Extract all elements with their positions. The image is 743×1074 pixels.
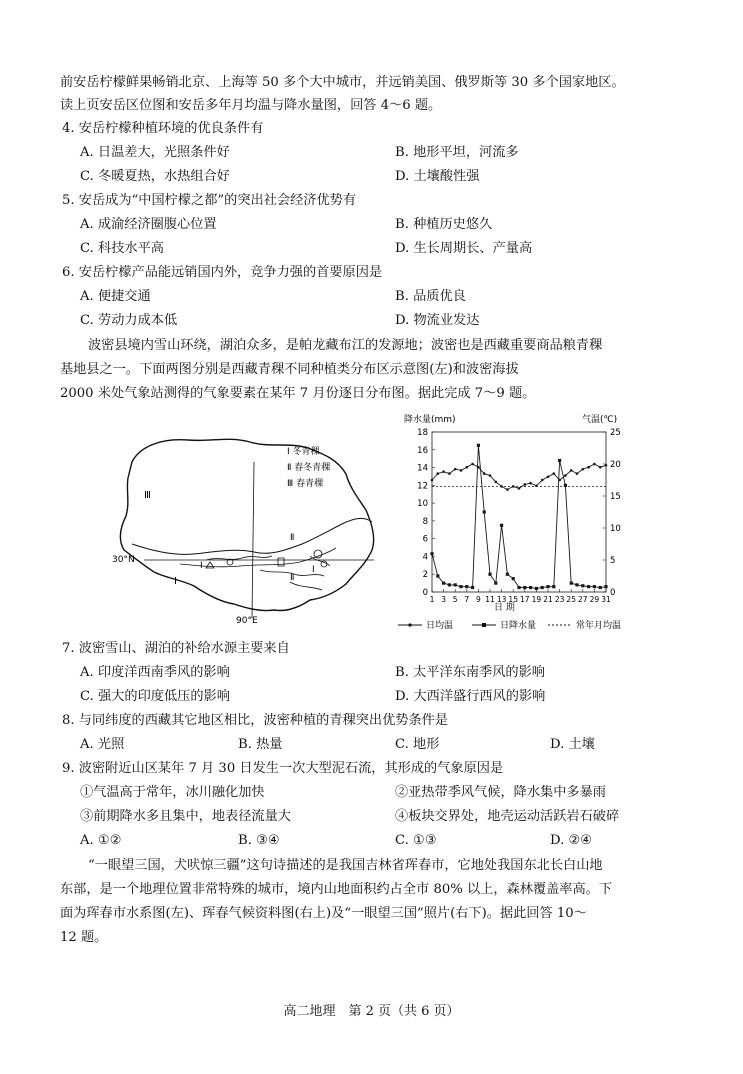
daily-temp-point xyxy=(529,482,532,485)
daily-temp-point xyxy=(582,468,585,471)
chart-plot-area xyxy=(417,428,621,604)
y-right-tick-label: 25 xyxy=(610,428,621,438)
x-tick-label: 3 xyxy=(441,595,446,604)
y-right-tick-label: 20 xyxy=(610,460,621,470)
intro-3-line-4: 12 题。 xyxy=(60,930,108,945)
daily-temp-point xyxy=(460,469,463,472)
question-8-option-c: C. 地形 xyxy=(395,737,440,752)
plot-frame xyxy=(432,432,606,592)
question-4-option-a: A. 日温差大，光照条件好 xyxy=(80,145,230,160)
daily-precip-point xyxy=(599,586,602,589)
daily-temp-point xyxy=(535,484,538,487)
question-6-option-b: B. 品质优良 xyxy=(395,289,466,304)
daily-temp-point xyxy=(512,485,515,488)
longitude-label: 90°E xyxy=(236,616,258,624)
y-right-axis-label: 气温(℃) xyxy=(582,415,618,425)
question-7-option-b: B. 太平洋东南季风的影响 xyxy=(395,665,545,680)
daily-precip-point xyxy=(546,585,549,588)
daily-precip-point xyxy=(512,577,515,580)
daily-precip-point xyxy=(454,583,457,586)
question-9-statement-2: ②亚热带季风气候，降水集中多暴雨 xyxy=(395,785,606,800)
y-left-tick-label: 14 xyxy=(417,463,428,474)
daily-temp-point xyxy=(524,483,527,486)
question-9-stem: 9. 波密附近山区某年 7 月 30 日发生一次大型泥石流，其形成的气象原因是 xyxy=(62,761,504,776)
y-left-tick-label: 8 xyxy=(422,516,428,527)
intro-3-line-2: 东部，是一个地理位置非常特殊的城市，境内山地面积约占全市 80% 以上，森林覆盖率高。下 xyxy=(60,882,613,897)
question-7-option-d: D. 大西洋盛行西风的影响 xyxy=(395,689,546,704)
daily-precip-point xyxy=(587,585,590,588)
x-tick-label: 23 xyxy=(554,595,565,604)
legend-marker-daily-temp xyxy=(408,623,411,626)
question-4-option-b: B. 地形平坦，河流多 xyxy=(395,145,519,160)
x-axis-label: 日 期 xyxy=(494,603,515,613)
legend-marker-daily-precip xyxy=(482,623,486,627)
daily-temp-point xyxy=(518,487,521,490)
question-8-stem: 8. 与同纬度的西藏其它地区相比，波密种植的青稞突出优势条件是 xyxy=(62,713,449,728)
daily-precip-point xyxy=(459,585,462,588)
question-9-option-b: B. ③④ xyxy=(238,833,280,848)
daily-temp-point xyxy=(605,464,608,467)
zone-i-label-1: Ⅰ xyxy=(200,561,203,571)
daily-precip-point xyxy=(430,552,433,555)
daily-precip-point xyxy=(477,444,480,447)
daily-precip-point xyxy=(535,587,538,590)
y-left-tick-label: 10 xyxy=(417,499,428,510)
question-8-option-d: D. 土壤 xyxy=(550,737,595,752)
question-5-option-a: A. 成渝经济圈腹心位置 xyxy=(80,217,217,232)
legend-label-daily-temp: 日均温 xyxy=(426,621,454,631)
series-daily-precip-line xyxy=(432,445,606,588)
tibet-outline xyxy=(120,439,373,610)
zone-i-label-3: Ⅰ xyxy=(312,565,315,575)
y-left-tick-label: 6 xyxy=(422,534,428,545)
x-tick-label: 13 xyxy=(496,595,507,604)
y-left-tick-label: 12 xyxy=(417,481,428,492)
intro-1-line-1: 前安岳柠檬鲜果畅销北京、上海等 50 多个大中城市，并远销美国、俄罗斯等 30 多个国家地区。 xyxy=(60,75,625,90)
daily-temp-point xyxy=(576,472,579,475)
daily-precip-point xyxy=(541,586,544,589)
daily-temp-point xyxy=(471,463,474,466)
legend-item-winter: Ⅰ 冬青稞 xyxy=(287,447,320,457)
question-9-option-d: D. ②④ xyxy=(550,833,593,848)
daily-temp-point xyxy=(437,472,440,475)
y-right-tick-label: 0 xyxy=(610,588,616,598)
map-legend xyxy=(287,445,330,489)
daily-temp-point xyxy=(570,469,573,472)
question-8-option-b: B. 热量 xyxy=(238,737,283,752)
daily-temp-point xyxy=(442,470,445,473)
y-left-tick-label: 0 xyxy=(422,588,428,598)
legend-label-daily-precip: 日降水量 xyxy=(500,621,537,631)
y-right-tick-label: 10 xyxy=(610,524,621,534)
question-8-option-a: A. 光照 xyxy=(80,737,125,752)
daily-precip-point xyxy=(442,582,445,585)
question-9-option-a: A. ①② xyxy=(80,833,122,848)
x-tick-label: 19 xyxy=(531,595,542,604)
question-5-option-b: B. 种植历史悠久 xyxy=(395,217,493,232)
question-5-stem: 5. 安岳成为“中国柠檬之都”的突出社会经济优势有 xyxy=(62,193,357,208)
daily-precip-point xyxy=(448,583,451,586)
chart-legend xyxy=(398,619,621,631)
question-7-option-c: C. 强大的印度低压的影响 xyxy=(80,689,230,704)
question-9-statement-3: ③前期降水多且集中，地表径流量大 xyxy=(80,809,291,824)
legend-item-spring-winter: Ⅱ 春冬青稞 xyxy=(287,463,331,473)
question-9-statement-1: ①气温高于常年，冰川融化加快 xyxy=(80,785,265,800)
question-6-option-a: A. 便捷交通 xyxy=(80,289,151,304)
daily-precip-point xyxy=(581,584,584,587)
series-daily-temp-line xyxy=(432,464,606,490)
daily-precip-point xyxy=(465,585,468,588)
longitude-90e-line xyxy=(252,462,254,618)
y-left-axis-label: 降水量(mm) xyxy=(404,415,456,425)
intro-3-line-1: “一眼望三国，犬吠惊三疆”这句诗描述的是我国吉林省珲春市，它地处我国东北长白山地 xyxy=(88,858,603,873)
y-right-tick-label: 15 xyxy=(610,492,621,502)
question-6-option-d: D. 物流业发达 xyxy=(395,313,480,328)
daily-precip-point xyxy=(483,510,486,513)
zone-ii-label-2: Ⅱ xyxy=(290,573,295,583)
bomi-july-weather-chart xyxy=(396,410,642,634)
daily-precip-point xyxy=(529,586,532,589)
x-tick-label: 17 xyxy=(520,595,530,604)
question-9-option-c: C. ①③ xyxy=(395,833,437,848)
daily-precip-point xyxy=(488,573,491,576)
daily-temp-point xyxy=(564,474,567,477)
legend-label-normal-temp: 常年月均温 xyxy=(576,621,622,631)
x-tick-label: 1 xyxy=(429,595,435,604)
question-4-option-d: D. 土壤酸性强 xyxy=(395,169,480,184)
daily-temp-point xyxy=(495,481,498,484)
x-tick-label: 5 xyxy=(452,595,458,604)
page-footer: 高二地理 第 2 页（共 6 页） xyxy=(283,1004,460,1019)
daily-temp-point xyxy=(466,466,469,469)
question-4-option-c: C. 冬暖夏热，水热组合好 xyxy=(80,169,230,184)
daily-temp-point xyxy=(593,463,596,466)
y-left-tick-label: 2 xyxy=(422,570,428,581)
daily-precip-point xyxy=(558,459,561,462)
daily-temp-point xyxy=(489,474,492,477)
legend-item-spring: Ⅲ 春青稞 xyxy=(287,479,324,489)
daily-temp-point xyxy=(448,472,451,475)
x-tick-label: 7 xyxy=(464,595,470,604)
intro-1-line-2: 读上页安岳区位图和安岳多年月均温与降水量图，回答 4～6 题。 xyxy=(60,98,442,113)
daily-precip-point xyxy=(593,585,596,588)
question-6-stem: 6. 安岳柠檬产品能远销国内外，竞争力强的首要原因是 xyxy=(62,265,383,280)
daily-temp-point xyxy=(541,479,544,482)
daily-precip-point xyxy=(570,582,573,585)
daily-temp-point xyxy=(483,472,486,475)
daily-precip-point xyxy=(436,574,439,577)
y-left-tick-label: 18 xyxy=(417,428,428,438)
question-7-stem: 7. 波密雪山、湖泊的补给水源主要来自 xyxy=(62,641,290,656)
x-tick-label: 21 xyxy=(543,595,553,604)
daily-temp-point xyxy=(506,488,509,491)
question-4-stem: 4. 安岳柠檬种植环境的优良条件有 xyxy=(62,121,264,136)
daily-precip-point xyxy=(564,484,567,487)
question-6-option-c: C. 劳动力成本低 xyxy=(80,313,178,328)
daily-precip-point xyxy=(552,585,555,588)
question-7-option-a: A. 印度洋西南季风的影响 xyxy=(80,665,230,680)
daily-temp-point xyxy=(454,468,457,471)
daily-temp-point xyxy=(587,466,590,469)
tibet-barley-zone-map xyxy=(110,432,380,624)
latitude-label: 30°N xyxy=(112,555,135,565)
daily-temp-point xyxy=(500,485,503,488)
daily-temp-point xyxy=(431,479,434,482)
y-left-tick-label: 16 xyxy=(417,445,428,456)
daily-precip-point xyxy=(506,573,509,576)
x-tick-label: 9 xyxy=(476,595,481,604)
daily-precip-point xyxy=(523,586,526,589)
zone-iii-label: Ⅲ xyxy=(144,490,151,501)
question-5-option-c: C. 科技水平高 xyxy=(80,241,164,256)
x-tick-label: 25 xyxy=(566,595,576,604)
daily-temp-point xyxy=(547,476,550,479)
x-tick-label: 11 xyxy=(485,595,495,604)
question-5-option-d: D. 生长周期长、产量高 xyxy=(395,241,533,256)
intro-2-line-3: 2000 米处气象站测得的气象要素在某年 7 月份逐日分布图。据此完成 7～9 题。 xyxy=(60,386,536,401)
daily-precip-point xyxy=(604,585,607,588)
intro-3-line-3: 面为珲春市水系图(左)、珲春气候资料图(右上)及“一眼望三国”照片(右下)。据此回答 10～ xyxy=(60,906,587,921)
daily-precip-point xyxy=(500,524,503,527)
x-tick-label: 27 xyxy=(578,595,588,604)
x-tick-label: 15 xyxy=(508,595,518,604)
intro-2-line-2: 基地县之一。下面两图分别是西藏青稞不同种植类分布区示意图(左)和波密海拔 xyxy=(60,362,519,377)
daily-precip-point xyxy=(494,582,497,585)
daily-temp-point xyxy=(599,466,602,469)
x-tick-label: 31 xyxy=(601,595,611,604)
daily-precip-point xyxy=(517,586,520,589)
daily-temp-point xyxy=(553,472,556,475)
daily-precip-point xyxy=(471,586,474,589)
daily-precip-point xyxy=(575,583,578,586)
zone-boundary xyxy=(132,518,372,554)
x-tick-label: 29 xyxy=(589,595,600,604)
zone-i-label-2: Ⅰ xyxy=(174,576,177,587)
question-9-statement-4: ④板块交界处，地壳运动活跃岩石破碎 xyxy=(395,809,620,824)
zone-ii-label-1: Ⅱ xyxy=(290,533,295,543)
y-right-tick-label: 5 xyxy=(610,556,616,566)
y-left-tick-label: 4 xyxy=(422,552,428,563)
intro-2-line-1: 波密县境内雪山环绕，湖泊众多，是帕龙藏布江的发源地；波密也是西藏重要商品粮青稞 xyxy=(88,338,603,353)
